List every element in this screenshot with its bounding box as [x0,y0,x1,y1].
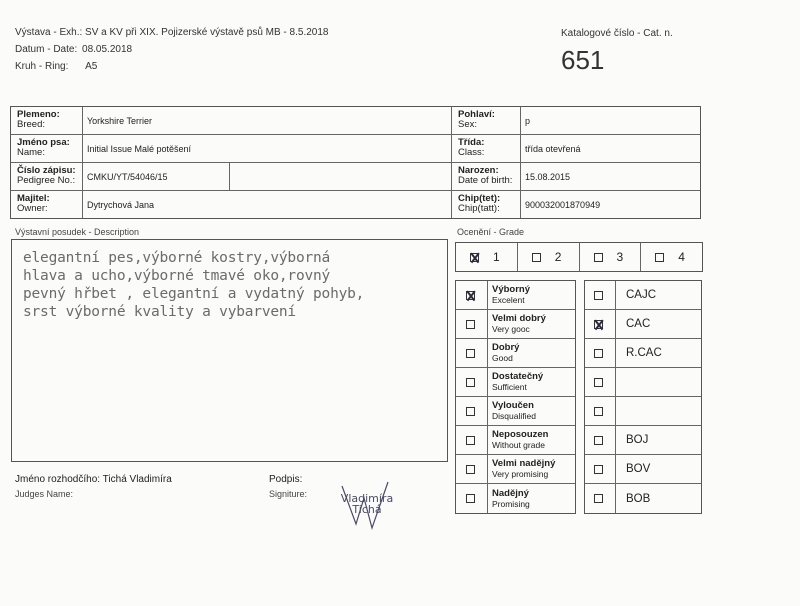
owner-label: Majitel: Owner: [11,191,83,218]
owner-value: Dytrychová Jana [83,191,452,218]
qualification-row[interactable] [456,397,575,426]
signature-stroke [336,478,396,534]
grade-title: Ocenění - Grade [457,227,525,237]
catalog-label: Katalogové číslo - Cat. n. [561,28,673,39]
catalog-number: 651 [561,45,605,75]
description-text: elegantní pes,výborné kostry,výborná hlava a ucho,výborné tmavé oko,rovný pevný hřbet , elegantní a vydatný pohyb, srst výborné kvality a vybarvení [23,250,365,320]
checkbox-icon[interactable] [466,349,475,358]
checkbox-icon[interactable] [594,436,603,445]
class-label: Třída: Class: [452,135,521,163]
judge-sublabel: Judges Name: [15,489,74,499]
judge-signature: Vladimíra Tichá [340,492,394,516]
judge-name: Tichá Vladimíra [102,474,172,485]
qualification-row[interactable] [456,426,575,455]
pedigree-label: Číslo zápisu: Pedigree No.: [11,163,83,191]
checkbox-icon[interactable] [594,494,603,503]
qualification-list [455,280,576,514]
pedigree-value: CMKU/YT/54046/15 [83,163,230,191]
placement-1[interactable]: 1 [456,243,518,271]
qualification-label: Dobrý Good [487,339,519,367]
title-row[interactable] [585,368,701,397]
checkbox-icon[interactable] [532,253,541,262]
qualification-row[interactable] [456,484,575,513]
title-row[interactable] [585,455,701,484]
ring-value: A5 [85,61,98,72]
checkbox-icon[interactable] [466,291,475,300]
ring-label: Kruh - Ring: [15,61,69,72]
title-label: CAC [626,318,651,330]
chip-label: Chip(tet): Chip(tatt): [452,191,521,218]
birth-value: 15.08.2015 [521,163,700,191]
checkbox-icon[interactable] [594,407,603,416]
qualification-row[interactable] [456,339,575,368]
title-label: CAJC [626,289,657,301]
signature-label: Podpis: [269,474,303,485]
checkbox-icon[interactable] [594,291,603,300]
birth-label: Narozen: Date of birth: [452,163,521,191]
title-row[interactable] [585,397,701,426]
checkbox-icon[interactable] [594,349,603,358]
title-row[interactable] [585,484,701,513]
name-value: Initial Issue Malé potěšení [83,135,452,163]
title-list [584,280,702,514]
qualification-row[interactable] [456,310,575,339]
qualification-label: Velmi nadějný Very promising [487,455,555,483]
title-row[interactable] [585,310,701,339]
judge-row [15,474,172,485]
placement-2[interactable]: 2 [518,243,580,271]
checkbox-icon[interactable] [466,436,475,445]
title-label: BOJ [626,434,649,446]
checkbox-icon[interactable] [594,465,603,474]
signature-sublabel: Signiture: [269,489,308,499]
sex-value: p [521,107,700,135]
checkbox-icon[interactable] [466,320,475,329]
title-row[interactable] [585,426,701,455]
qualification-label: Nadějný Promising [487,484,530,513]
title-row[interactable] [585,339,701,368]
title-label: BOV [626,463,651,475]
qualification-label: Výborný Excelent [487,281,530,309]
checkbox-icon[interactable] [594,320,603,329]
chip-value: 900032001870949 [525,199,601,210]
checkbox-icon[interactable] [466,494,475,503]
date-row [15,44,132,55]
description-box [11,239,448,462]
breed-label: Plemeno: Breed: [11,107,83,135]
dog-info-table [10,106,701,219]
placement-4[interactable]: 4 [641,243,702,271]
qualification-row[interactable] [456,368,575,397]
qualification-label: Velmi dobrý Very gooc [487,310,546,338]
sex-label: Pohlaví: Sex: [452,107,521,135]
qualification-label: Neposouzen Without grade [487,426,548,454]
qualification-row[interactable] [456,455,575,484]
judge-label: Jméno rozhodčího: [15,474,101,485]
checkbox-icon[interactable] [594,378,603,387]
placement-3[interactable]: 3 [580,243,642,271]
breed-value: Yorkshire Terrier [83,107,452,135]
class-value: třída otevřená [521,135,700,163]
checkbox-icon[interactable] [466,465,475,474]
ring-row [15,61,97,72]
qualification-label: Dostatečný Sufficient [487,368,543,396]
qualification-label: Vyloučen Disqualified [487,397,536,425]
title-row[interactable] [585,281,701,310]
title-label: BOB [626,492,651,505]
title-label: R.CAC [626,347,662,359]
checkbox-icon[interactable] [466,407,475,416]
date-label: Datum - Date: [15,44,78,55]
qualification-row[interactable] [456,281,575,310]
placement-row [455,242,703,272]
description-title: Výstavní posudek - Description [15,227,140,237]
name-label: Jméno psa: Name: [11,135,83,163]
checkbox-icon[interactable] [466,378,475,387]
checkbox-icon[interactable] [470,253,479,262]
date-value: 08.05.2018 [82,44,133,55]
pedigree-extra-cell [230,163,452,191]
checkbox-icon[interactable] [655,253,664,262]
show-title: Výstava - Exh.: SV a KV při XIX. Pojizerské výstavě psů MB - 8.5.2018 [15,27,329,38]
checkbox-icon[interactable] [594,253,603,262]
